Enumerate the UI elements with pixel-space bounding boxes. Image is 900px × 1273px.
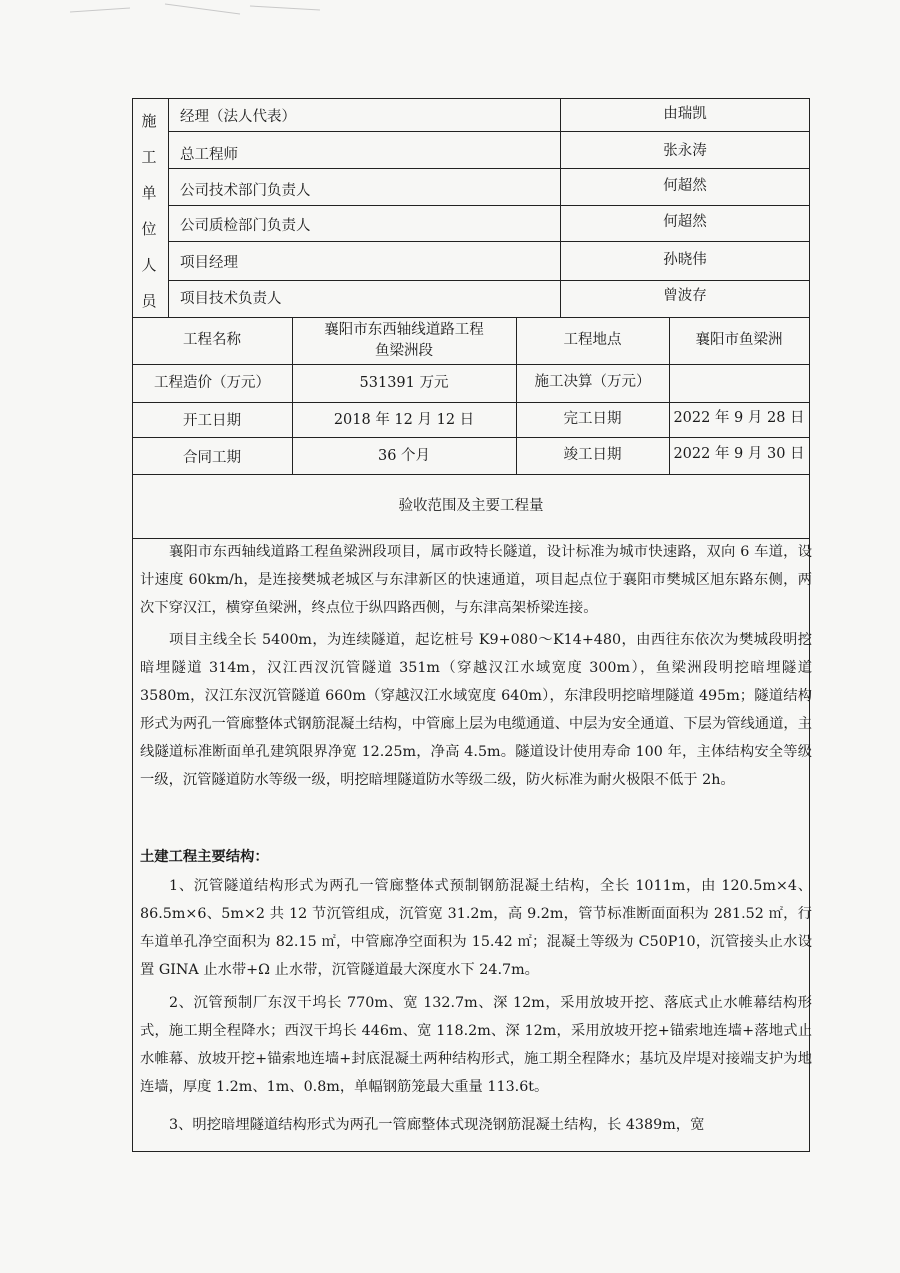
start-date-label: 开工日期 xyxy=(183,413,241,429)
scope-paragraph: 项目主线全长 5400m，为连续隧道，起讫桩号 K9+080～K14+480，由西往东依次为樊城段明挖暗埋隧道 314m，汉江西汊沉管隧道 351m（穿越汉江水域宽度 300m），鱼梁洲段明挖暗埋隧道 3580m，汉江东汊沉管隧道 660m（穿越汉江水域宽度 640m），东津段明挖暗埋隧道 495m；隧道结构形式为两孔一管廊整体式钢筋混凝土结构，中管廊上层为电缆通道、中层为安全通道、下层为管线通道，主线隧道标准断面单孔建筑限界净宽 12.25m，净高 4.5m。隧道设计使用寿命 100 年，主体结构安全等级一级，沉管隧道防水等级一级，明挖暗埋隧道防水等级二级，防火标准为耐火极限不低于 2h。 xyxy=(140,632,812,788)
contract-period-label: 合同工期 xyxy=(183,450,241,466)
group-label-char: 施 xyxy=(141,112,157,130)
civil-item: 2、沉管预制厂东汊干坞长 770m、宽 132.7m、深 12m，采用放坡开挖、落底式止水帷幕结构形式，施工期全程降水；西汊干坞长 446m、宽 118.2m、深 12m，采用放坡开挖+锚索地连墙+落地式止水帷幕、放坡开挖+锚索地连墙+封底混凝土两种结构形式，施工期全程降水；基坑及岸堤对接端支护为地连墙，厚度 1.2m、1m、0.8m，单幅钢筋笼最大重量 113.6t。 xyxy=(140,995,812,1095)
role-label: 经理（法人代表） xyxy=(180,109,296,125)
acceptance-date-label: 竣工日期 xyxy=(563,447,622,463)
person-name: 孙晓伟 xyxy=(663,252,707,268)
group-label-char: 单 xyxy=(141,184,157,202)
contract-period-value: 36 个月 xyxy=(377,448,431,464)
scope-paragraph: 襄阳市东西轴线道路工程鱼梁洲段项目，属市政特长隧道，设计标准为城市快速路，双向 6 车道，设计速度 60km/h，是连接樊城老城区与东津新区的快速通道，项目起点位于襄阳市樊城区旭东路东侧，两次下穿汉江，横穿鱼梁洲，终点位于纵四路西侧，与东津高架桥梁连接。 xyxy=(140,544,812,616)
complete-date-value: 2022 年 9 月 28 日 xyxy=(673,410,805,426)
role-label: 公司质检部门负责人 xyxy=(180,218,311,234)
person-name: 曾波存 xyxy=(663,288,707,304)
location-label: 工程地点 xyxy=(563,332,622,348)
role-label: 项目经理 xyxy=(180,255,238,271)
role-label: 公司技术部门负责人 xyxy=(180,183,311,199)
person-name: 张永涛 xyxy=(663,143,707,159)
project-name-label: 工程名称 xyxy=(183,332,241,348)
location-value: 襄阳市鱼梁洲 xyxy=(695,332,783,348)
civil-item: 1、沉管隧道结构形式为两孔一管廊整体式预制钢筋混凝土结构，全长 1011m，由 120.5m×4、86.5m×6、5m×2 共 12 节沉管组成，沉管宽 31.2m，高 9.2m，管节标准断面面积为 281.52 ㎡，行车道单孔净空面积为 82.15 ㎡，中管廊净空面积为 15.42 ㎡；混凝土等级为 C50P10，沉管接头止水设置 GINA 止水带+Ω 止水带，沉管隧道最大深度水下 24.7m。 xyxy=(140,878,812,978)
role-label: 总工程师 xyxy=(180,147,238,163)
civil-heading: 土建工程主要结构： xyxy=(140,849,269,865)
group-label-char: 人 xyxy=(141,256,157,274)
group-label-char: 工 xyxy=(141,148,157,166)
group-label-char: 位 xyxy=(141,220,157,238)
project-name-line2: 鱼梁洲段 xyxy=(375,343,433,359)
person-name: 何超然 xyxy=(663,214,707,230)
acceptance-date-value: 2022 年 9 月 30 日 xyxy=(673,446,805,462)
person-name: 由瑞凯 xyxy=(663,106,707,122)
person-name: 何超然 xyxy=(663,178,707,194)
cost-value: 531391 万元 xyxy=(359,375,449,391)
scan-artifact xyxy=(70,0,330,26)
role-label: 项目技术负责人 xyxy=(180,291,282,307)
civil-item: 3、明挖暗埋隧道结构形式为两孔一管廊整体式现浇钢筋混凝土结构，长 4389m，宽 xyxy=(169,1117,705,1133)
group-label-char: 员 xyxy=(141,292,157,310)
scope-heading: 验收范围及主要工程量 xyxy=(398,498,544,514)
start-date-value: 2018 年 12 月 12 日 xyxy=(333,412,475,428)
final-account-label: 施工决算（万元） xyxy=(534,374,651,390)
cost-label: 工程造价（万元） xyxy=(154,375,270,391)
project-name-line1: 襄阳市东西轴线道路工程 xyxy=(324,322,484,338)
complete-date-label: 完工日期 xyxy=(563,411,622,427)
